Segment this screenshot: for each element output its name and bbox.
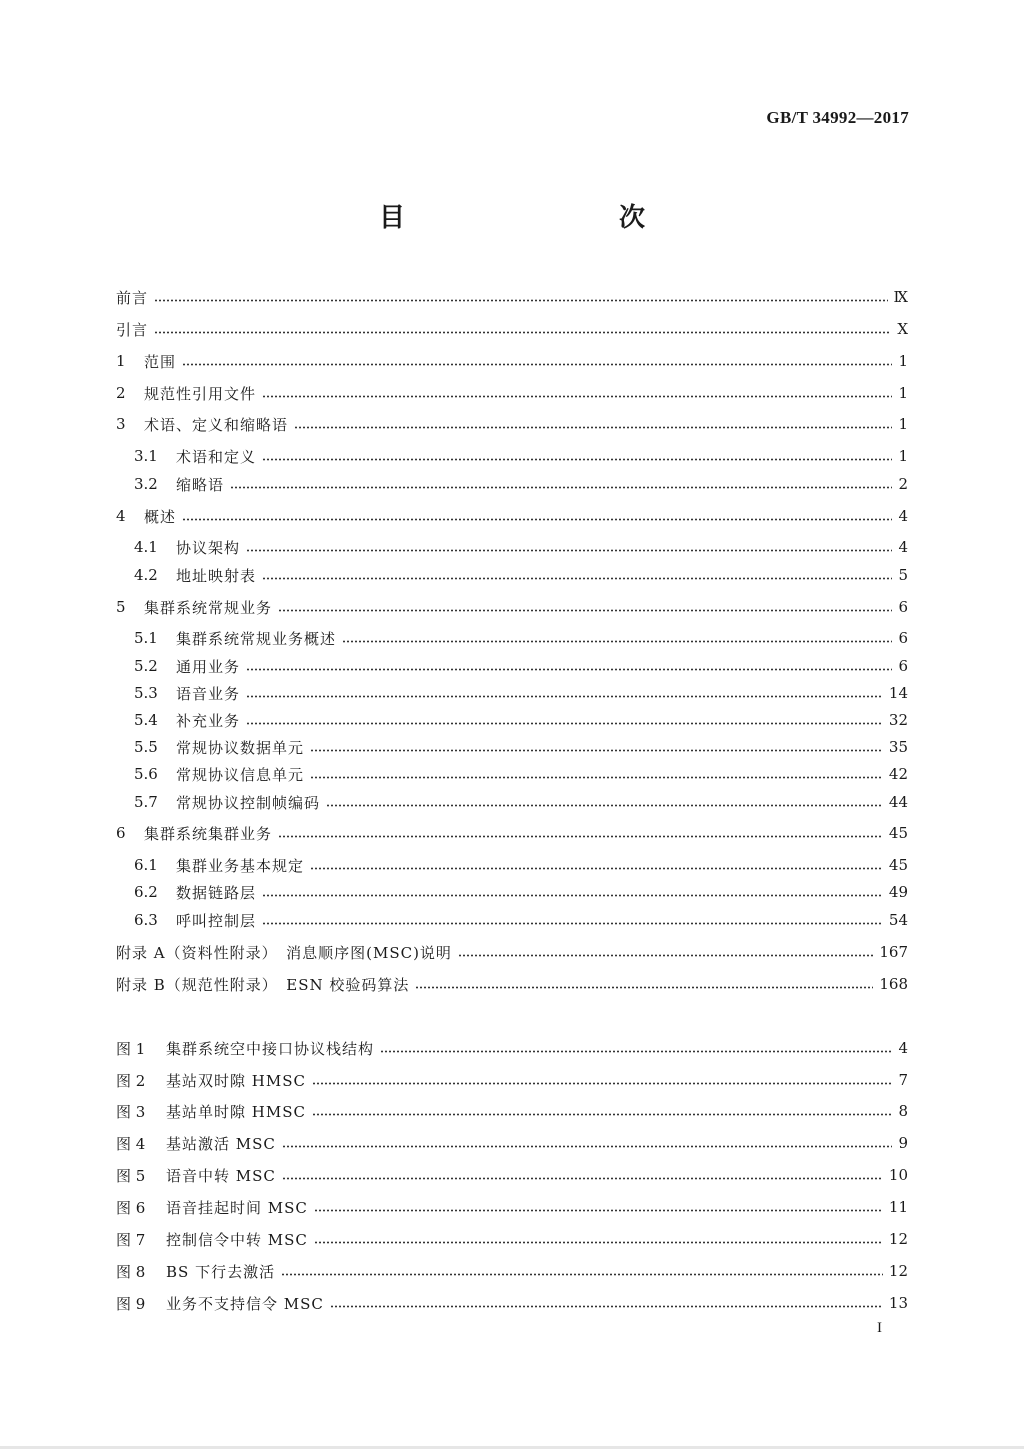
toc-entry-label: 集群系统集群业务 — [144, 824, 273, 843]
page-number: 6 — [898, 629, 908, 647]
dot-leader — [310, 776, 883, 779]
dot-leader — [312, 1113, 892, 1116]
page-number: 5 — [898, 566, 908, 584]
figure-entry[interactable] — [116, 1227, 908, 1251]
toc-entry-label: 补充业务 — [176, 711, 241, 730]
page-number: 4 — [898, 538, 908, 556]
dot-leader — [246, 695, 883, 698]
toc-entry[interactable] — [116, 504, 908, 528]
toc-entry[interactable] — [116, 381, 908, 405]
dot-leader — [314, 1209, 883, 1212]
toc-entry[interactable] — [116, 317, 908, 341]
page-number: 45 — [888, 824, 908, 842]
page-number: 45 — [888, 856, 908, 874]
figure-label: 基站单时隙 HMSC — [166, 1102, 306, 1121]
page-title: 目 次 — [378, 203, 699, 233]
toc-entry[interactable] — [134, 654, 908, 678]
figure-label: 语音中转 MSC — [166, 1166, 276, 1185]
dot-leader — [310, 867, 883, 870]
toc-entry[interactable] — [134, 563, 908, 587]
toc-entry-number: 5.1 — [134, 629, 158, 647]
page-number: Ⅸ — [893, 288, 908, 306]
dot-leader — [312, 1082, 892, 1085]
toc-entry-number: 4.1 — [134, 538, 158, 556]
toc-entry[interactable] — [134, 880, 908, 904]
page-number: 44 — [888, 793, 908, 811]
dot-leader — [310, 749, 883, 752]
figure-label: 业务不支持信令 MSC — [166, 1294, 324, 1313]
figure-entry[interactable] — [116, 1099, 908, 1123]
toc-entry-label: 术语和定义 — [176, 447, 257, 466]
toc-entry[interactable] — [116, 285, 908, 309]
page-number: 167 — [879, 943, 908, 961]
toc-entry-number: 4 — [116, 507, 126, 525]
dot-leader — [330, 1305, 883, 1308]
dot-leader — [246, 668, 892, 671]
page-number: 1 — [898, 352, 908, 370]
toc-entry-label: 地址映射表 — [176, 566, 257, 585]
page-number: 9 — [898, 1134, 908, 1152]
toc-entry[interactable] — [116, 821, 908, 845]
page-number: 11 — [888, 1198, 908, 1216]
figure-entry[interactable] — [116, 1036, 908, 1060]
toc-entry[interactable] — [134, 790, 908, 814]
dot-leader — [262, 577, 892, 580]
toc-entry-label: 常规协议控制帧编码 — [176, 793, 321, 812]
dot-leader — [262, 395, 892, 398]
page-number: 14 — [888, 684, 908, 702]
toc-entry[interactable] — [116, 412, 908, 436]
toc-entry-number: 3.2 — [134, 475, 158, 493]
toc-entry[interactable] — [134, 853, 908, 877]
toc-entry-number: 5.4 — [134, 711, 158, 729]
figure-label: 基站双时隙 HMSC — [166, 1071, 306, 1090]
page-number: 1 — [898, 415, 908, 433]
toc-entry[interactable] — [134, 762, 908, 786]
toc-entry-label: 前言 — [116, 288, 149, 307]
toc-entry[interactable] — [116, 940, 908, 964]
toc-entry[interactable] — [134, 626, 908, 650]
figure-label: 控制信令中转 MSC — [166, 1230, 308, 1249]
page-number: Ⅹ — [897, 320, 908, 338]
toc-entry-number: 6.2 — [134, 883, 158, 901]
toc-entry-label: 集群系统常规业务概述 — [176, 629, 337, 648]
page-number: 6 — [898, 598, 908, 616]
figure-number: 图 1 — [116, 1039, 146, 1058]
toc-entry[interactable] — [134, 444, 908, 468]
toc-entry-number: 5 — [116, 598, 126, 616]
page-number: 32 — [888, 711, 908, 729]
toc-entry-label: 附录 B（规范性附录） ESN 校验码算法 — [116, 975, 410, 994]
page-number: 42 — [888, 765, 908, 783]
figure-number: 图 6 — [116, 1198, 146, 1217]
toc-entry-number: 6 — [116, 824, 126, 842]
figure-entry[interactable] — [116, 1259, 908, 1283]
toc-entry-label: 通用业务 — [176, 657, 241, 676]
page-folio: I — [877, 1320, 882, 1336]
toc-entry-number: 5.7 — [134, 793, 158, 811]
figure-entry[interactable] — [116, 1163, 908, 1187]
toc-entry-label: 常规协议数据单元 — [176, 738, 305, 757]
figure-number: 图 7 — [116, 1230, 146, 1249]
page-number: 1 — [898, 384, 908, 402]
dot-leader — [262, 894, 883, 897]
dot-leader — [380, 1050, 892, 1053]
page-number: 54 — [888, 911, 908, 929]
page-number: 35 — [888, 738, 908, 756]
figure-entry[interactable] — [116, 1195, 908, 1219]
toc-entry-label: 呼叫控制层 — [176, 911, 257, 930]
toc-entry-number: 4.2 — [134, 566, 158, 584]
toc-entry-number: 3.1 — [134, 447, 158, 465]
toc-entry-label: 规范性引用文件 — [144, 384, 257, 403]
dot-leader — [278, 609, 892, 612]
figure-number: 图 2 — [116, 1071, 146, 1090]
toc-entry-label: 语音业务 — [176, 684, 241, 703]
toc-entry-number: 5.5 — [134, 738, 158, 756]
dot-leader — [182, 518, 892, 521]
figure-number: 图 3 — [116, 1102, 146, 1121]
dot-leader — [278, 835, 883, 838]
dot-leader — [246, 549, 892, 552]
figure-label: 基站激活 MSC — [166, 1134, 276, 1153]
page-number: 10 — [888, 1166, 908, 1184]
page-number: 168 — [879, 975, 908, 993]
page-number: 6 — [898, 657, 908, 675]
toc-entry-label: 集群业务基本规定 — [176, 856, 305, 875]
dot-leader — [246, 722, 883, 725]
toc-entry[interactable] — [116, 349, 908, 373]
dot-leader — [154, 299, 888, 302]
page-number: 13 — [888, 1294, 908, 1312]
page-number: 12 — [888, 1230, 908, 1248]
dot-leader — [415, 986, 873, 989]
figure-entry[interactable] — [116, 1068, 908, 1092]
dot-leader — [154, 331, 891, 334]
toc-entry-number: 2 — [116, 384, 126, 402]
toc-entry-label: 常规协议信息单元 — [176, 765, 305, 784]
toc-entry[interactable] — [116, 595, 908, 619]
dot-leader — [282, 1145, 892, 1148]
dot-leader — [182, 363, 892, 366]
toc-entry[interactable] — [134, 708, 908, 732]
toc-entry-label: 术语、定义和缩略语 — [144, 415, 289, 434]
dot-leader — [458, 954, 873, 957]
dot-leader — [342, 640, 892, 643]
dot-leader — [230, 486, 892, 489]
page-number: 4 — [898, 1039, 908, 1057]
dot-leader — [314, 1241, 883, 1244]
toc-entry-number: 5.3 — [134, 684, 158, 702]
figure-number: 图 5 — [116, 1166, 146, 1185]
toc-entry-label: 概述 — [144, 507, 177, 526]
toc-entry[interactable] — [116, 972, 908, 996]
dot-leader — [282, 1177, 883, 1180]
dot-leader — [262, 458, 892, 461]
toc-entry-label: 集群系统常规业务 — [144, 598, 273, 617]
page-number: 8 — [898, 1102, 908, 1120]
page-number: 12 — [888, 1262, 908, 1280]
toc-entry[interactable] — [134, 535, 908, 559]
toc-entry-label: 范围 — [144, 352, 177, 371]
toc-entry-number: 5.2 — [134, 657, 158, 675]
toc-entry-number: 6.3 — [134, 911, 158, 929]
standard-code: GB/T 34992—2017 — [766, 108, 909, 127]
toc-entry-number: 1 — [116, 352, 126, 370]
toc-entry-label: 数据链路层 — [176, 883, 257, 902]
toc-entry-number: 5.6 — [134, 765, 158, 783]
dot-leader — [294, 426, 892, 429]
toc-entry[interactable] — [134, 908, 908, 932]
figure-number: 图 9 — [116, 1294, 146, 1313]
dot-leader — [326, 804, 883, 807]
figure-entry[interactable] — [116, 1131, 908, 1155]
toc-entry[interactable] — [134, 735, 908, 759]
page-number: 1 — [898, 447, 908, 465]
toc-entry-label: 附录 A（资料性附录） 消息顺序图(MSC)说明 — [116, 943, 452, 962]
toc-entry-number: 6.1 — [134, 856, 158, 874]
figure-entry[interactable] — [116, 1291, 908, 1315]
figure-label: 集群系统空中接口协议栈结构 — [166, 1039, 375, 1058]
toc-entry-label: 缩略语 — [176, 475, 225, 494]
page-number: 7 — [898, 1071, 908, 1089]
toc-entry[interactable] — [134, 472, 908, 496]
figure-label: 语音挂起时间 MSC — [166, 1198, 308, 1217]
page-number: 2 — [898, 475, 908, 493]
figure-number: 图 8 — [116, 1262, 146, 1281]
toc-entry[interactable] — [134, 681, 908, 705]
toc-entry-label: 协议架构 — [176, 538, 241, 557]
toc-entry-label: 引言 — [116, 320, 149, 339]
toc-entry-number: 3 — [116, 415, 126, 433]
figure-label: BS 下行去激活 — [166, 1262, 276, 1281]
figure-number: 图 4 — [116, 1134, 146, 1153]
page-number: 4 — [898, 507, 908, 525]
dot-leader — [262, 922, 883, 925]
dot-leader — [281, 1273, 883, 1276]
page-number: 49 — [888, 883, 908, 901]
